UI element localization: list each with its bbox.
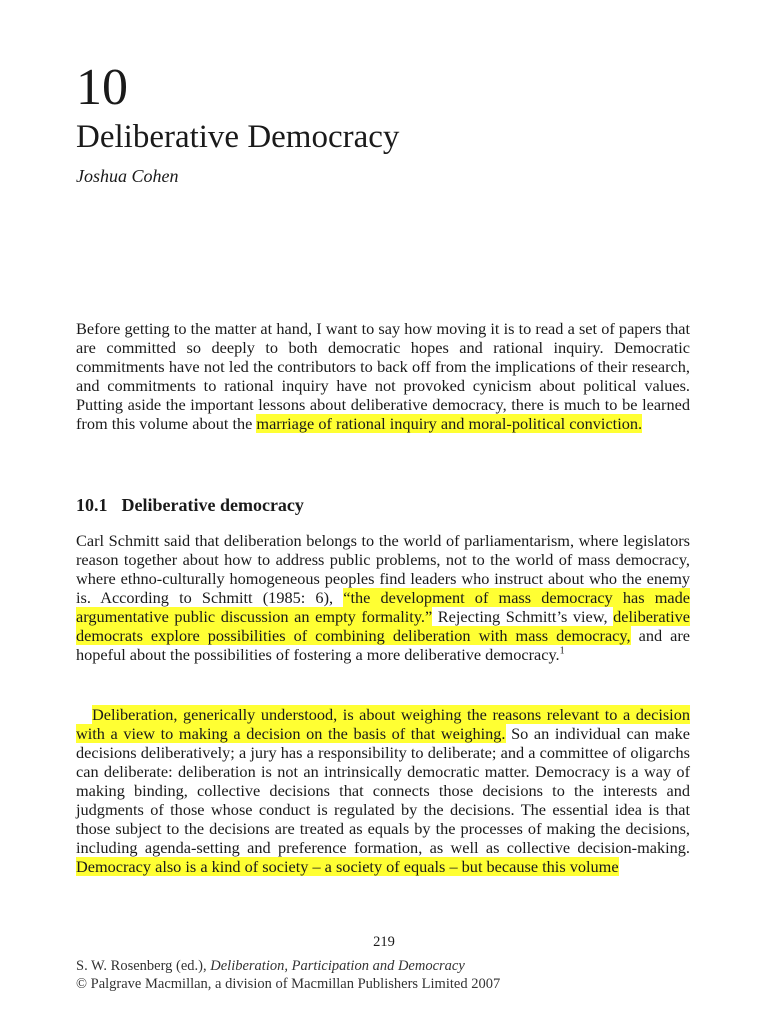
section-number: 10.1 <box>76 495 108 515</box>
section-heading <box>76 495 304 516</box>
chapter-title: Deliberative Democracy <box>76 119 400 155</box>
deliberation-text: So an individual can make decisions deliberatively; a jury has a responsibility to deliberate; and a committee of oligarchs can deliberate: deliberation is not an intrinsically democratic matter. Democracy is a way of making binding, collective decisions that connects those decisions to the interests and judgments of those whose conduct is regulated by the decisions. The essential idea is that those subject to the decisions are treated as equals by the processes of making the decisions, including agenda-setting and preference formation, as well as collective decision-making. <box>76 724 690 857</box>
section-title: Deliberative democracy <box>121 495 304 515</box>
highlight-deliberative-democrats: deliberative democrats explore possibilities of combining deliberation with mass democracy, <box>76 607 690 645</box>
citation-title: Deliberation, Participation and Democracy <box>210 958 465 974</box>
highlight-democracy-society: Democracy also is a kind of society – a society of equals – but because this volume <box>76 857 619 876</box>
highlight-schmitt-quote: “the development of mass democracy has made argumentative public discussion an empty formality.” <box>76 588 690 626</box>
highlight-marriage: marriage of rational inquiry and moral-political conviction. <box>256 414 643 433</box>
page-number: 219 <box>373 934 395 950</box>
citation-prefix: S. W. Rosenberg (ed.), <box>76 958 211 974</box>
deliberation-paragraph <box>76 705 690 876</box>
copyright-line: © Palgrave Macmillan, a division of Macmillan Publishers Limited 2007 <box>76 976 501 992</box>
intro-text: Before getting to the matter at hand, I want to say how moving it is to read a set of papers that are committed so deeply to both democratic hopes and rational inquiry. Democratic commitments have not led the contributors to back off from the implications of their research, and commitments to rational inquiry have not provoked cynicism about political values. Putting aside the important lessons about deliberative democracy, there is much to be learned from this volume about the <box>76 319 690 433</box>
intro-paragraph <box>76 319 690 433</box>
footnote-marker[interactable]: 1 <box>559 645 565 657</box>
chapter-author: Joshua Cohen <box>76 166 179 186</box>
schmitt-paragraph <box>76 531 690 664</box>
schmitt-text-1: Carl Schmitt said that deliberation belongs to the world of parliamentarism, where legislators reason together about how to address public problems, not to the world of mass democracy, where ethno-culturally homogeneous peoples find leaders who instruct about who the enemy is. According to Schmitt (1985: 6), <box>76 531 690 607</box>
citation-line <box>76 958 465 975</box>
highlight-deliberation-definition: Deliberation, generically understood, is about weighing the reasons relevant to a decision with a view to making a decision on the basis of that weighing. <box>76 705 690 743</box>
schmitt-text-3: and are hopeful about the possibilities of fostering a more deliberative democracy. <box>76 626 690 664</box>
chapter-number: 10 <box>76 59 128 116</box>
schmitt-text-2: Rejecting Schmitt’s view, <box>432 607 614 626</box>
